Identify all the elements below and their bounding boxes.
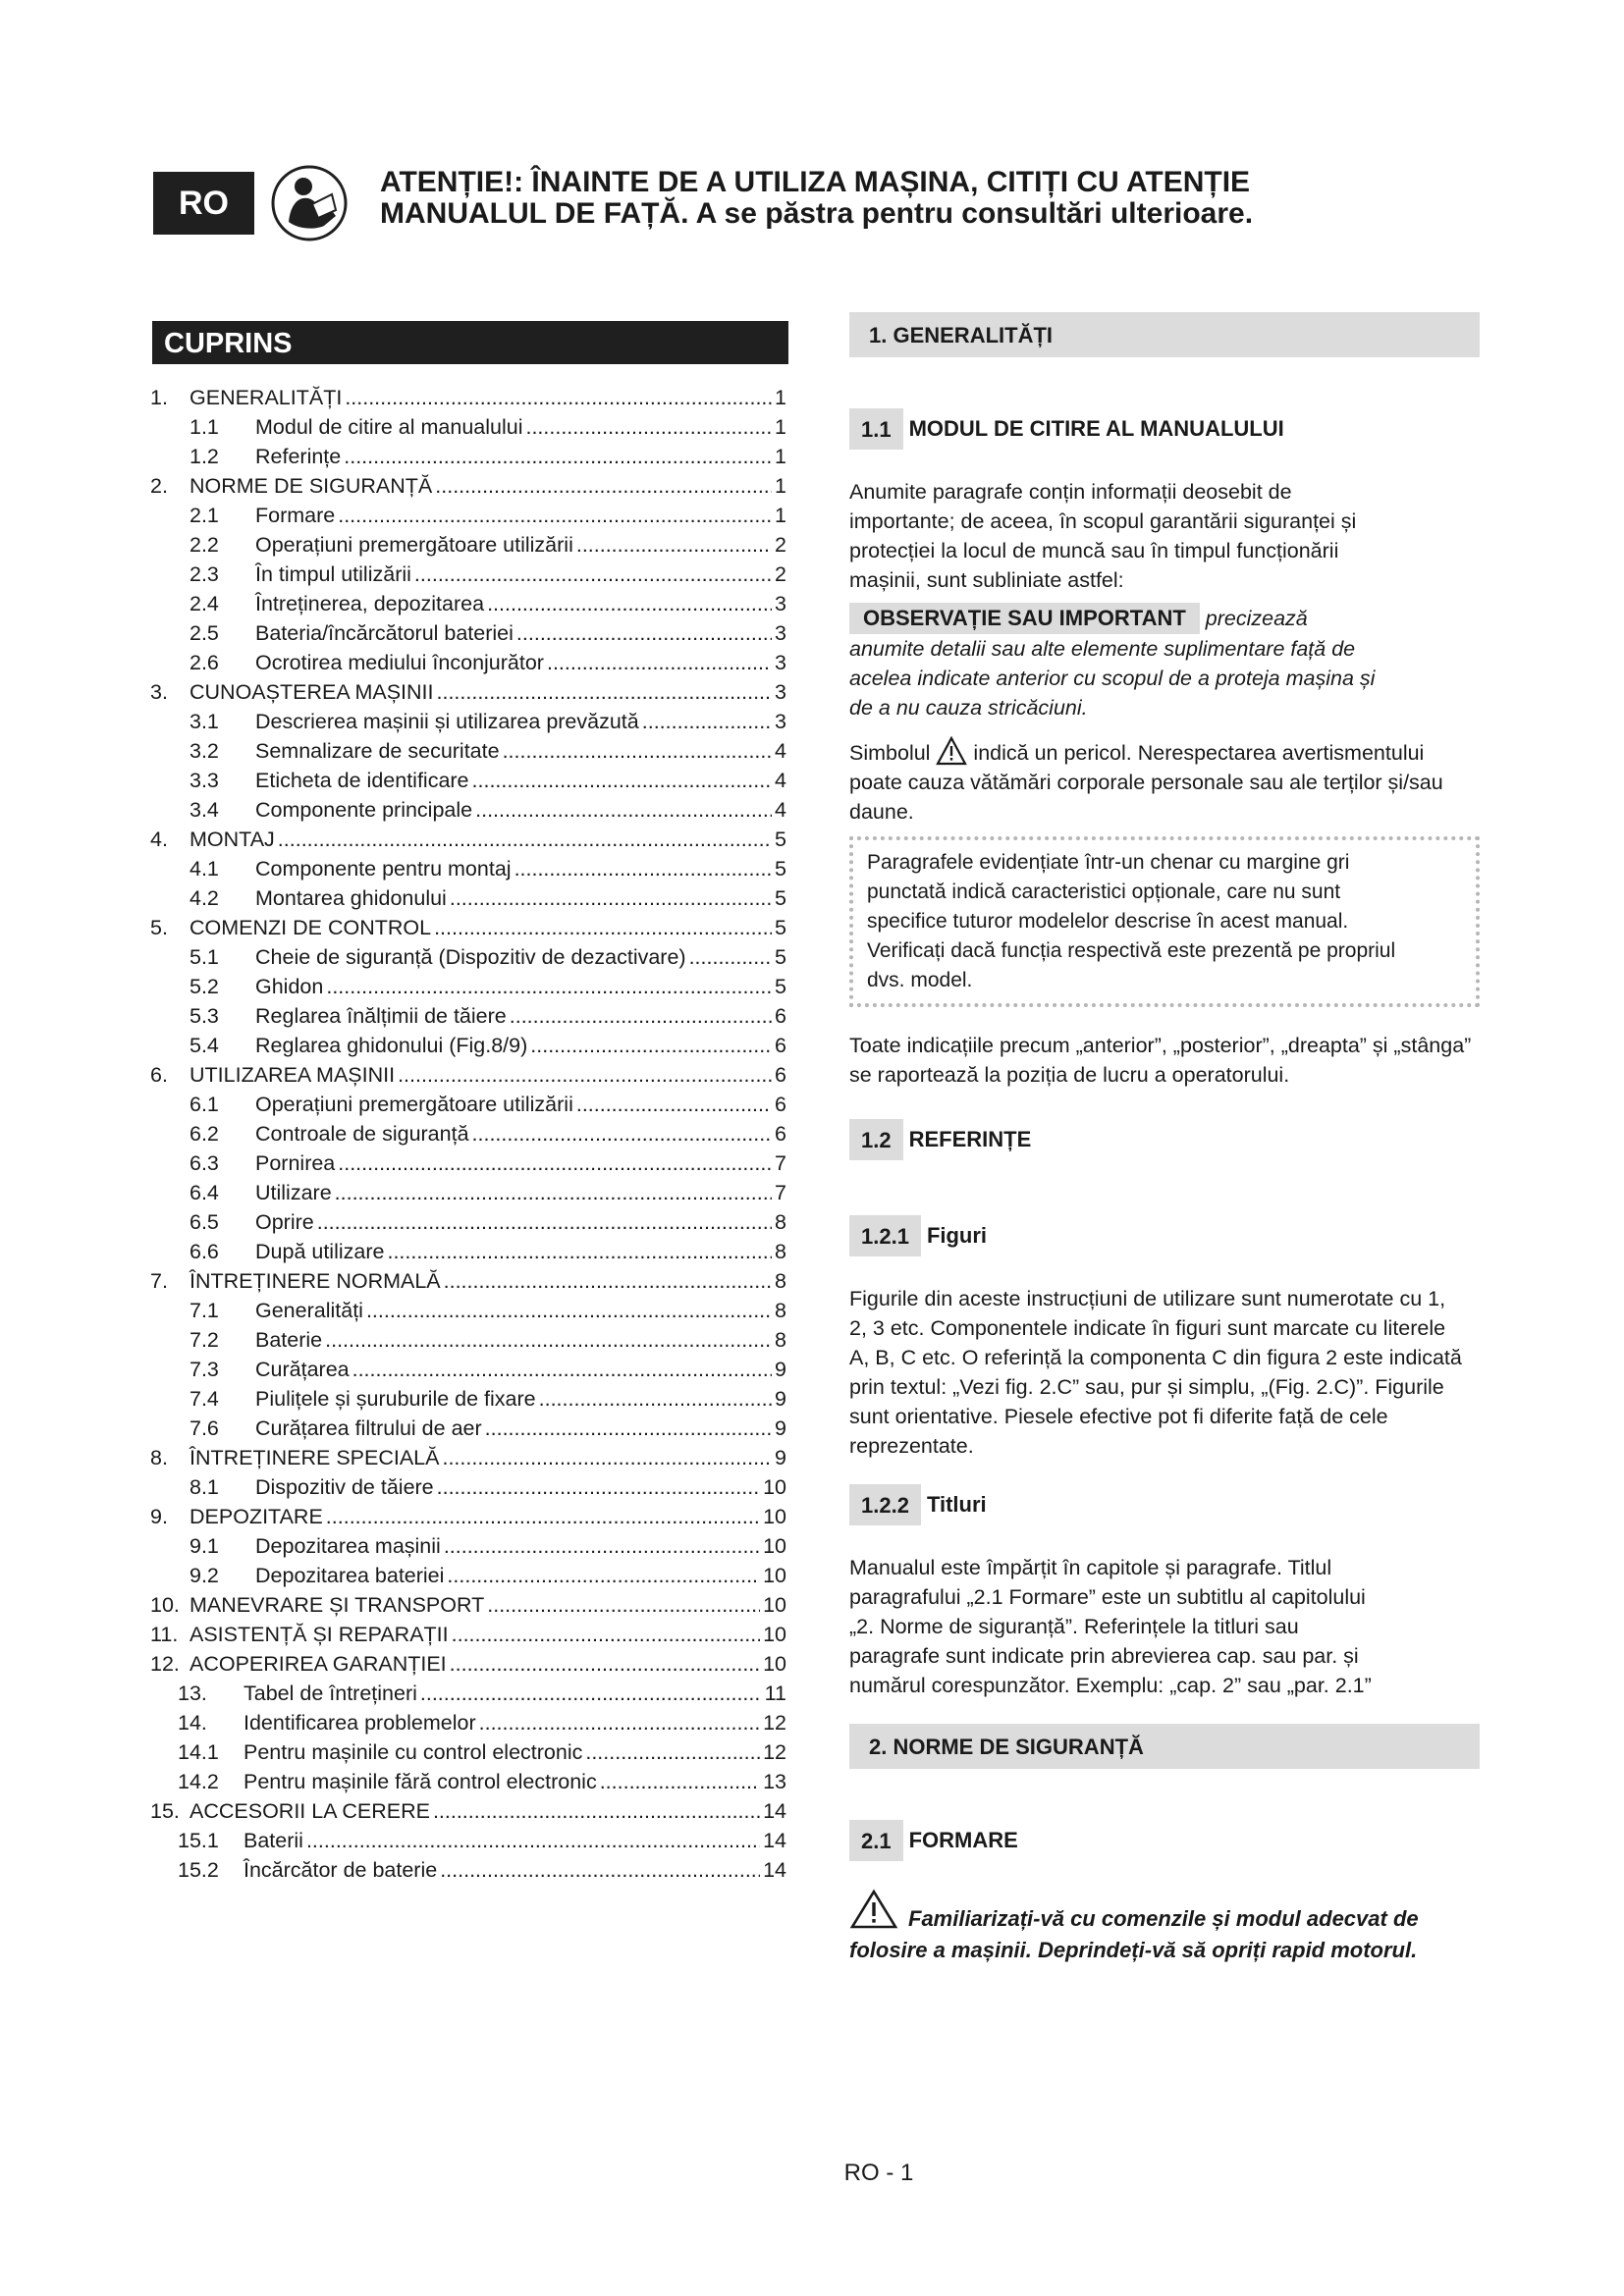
toc-entry-number: 6.1 [189, 1093, 219, 1116]
toc-entry-page: 9 [775, 1446, 786, 1469]
toc-entry [150, 1414, 786, 1443]
toc-dot-leader [433, 1796, 760, 1826]
warning-triangle-icon [849, 1889, 898, 1930]
toc-entry-title: ACOPERIREA GARANȚIEI [189, 1652, 447, 1676]
toc-entry [150, 1207, 786, 1237]
toc-entry-number: 15.2 [178, 1858, 219, 1882]
toc-entry [150, 1266, 786, 1296]
toc-entry [150, 766, 786, 795]
toc-entry [150, 1561, 786, 1590]
toc-dot-leader [278, 825, 772, 854]
toc-entry-number: 1.2 [189, 445, 219, 468]
toc-entry [150, 1090, 786, 1119]
toc-dot-leader [440, 1855, 760, 1885]
optional-features-box [849, 836, 1480, 1007]
toc-dot-leader [442, 1443, 772, 1472]
toc-entry [150, 1148, 786, 1178]
main-content [849, 312, 1480, 1966]
toc-entry-title: Semnalizare de securitate [255, 739, 500, 763]
toc-entry [150, 648, 786, 677]
toc-entry-number: 2.1 [189, 504, 219, 527]
toc-dot-leader [689, 942, 772, 972]
toc-entry [150, 412, 786, 442]
toc-dot-leader [344, 442, 772, 471]
toc-entry-title: Descrierea mașinii și utilizarea prevăzută [255, 710, 639, 733]
titles-paragraph: Manualul este împărțit în capitole și paragrafe. Titlul paragrafului „2.1 Formare” este un subtitlu al capitolului „2. Norme de siguranță”. Referințele la titluri sau paragrafe sunt indicate prin abrevierea cap. sau par. și numărul corespunzător. Exemplu: „cap. 2” sau „par. 2.1” [849, 1556, 1372, 1697]
subsection-title: FORMARE [908, 1828, 1018, 1852]
toc-entry-page: 3 [775, 710, 786, 733]
toc-entry [150, 1796, 786, 1826]
toc-entry-number: 3.2 [189, 739, 219, 763]
toc-entry [150, 618, 786, 648]
toc-entry-title: MONTAJ [189, 828, 275, 851]
toc-entry-number: 5. [150, 916, 168, 939]
toc-dot-leader [525, 412, 772, 442]
toc-entry [150, 1355, 786, 1384]
toc-entry-title: Pentru mașinile cu control electronic [244, 1740, 583, 1764]
page-number: RO - 1 [843, 2160, 914, 2186]
toc-entry-title: Ghidon [255, 975, 324, 998]
toc-dot-leader [450, 883, 772, 913]
toc-entry-page: 5 [775, 828, 786, 851]
toc-entry-number: 5.2 [189, 975, 219, 998]
toc-dot-leader [600, 1767, 760, 1796]
toc-entry [150, 1502, 786, 1531]
toc-entry-title: Operațiuni premergătoare utilizării [255, 533, 573, 557]
toc-entry-page: 5 [775, 857, 786, 881]
toc-dot-leader [326, 1502, 760, 1531]
subsection-number: 1.2 [849, 1119, 903, 1160]
toc-entry-page: 8 [775, 1328, 786, 1352]
toc-entry [150, 560, 786, 589]
intro-paragraph: Anumite paragrafe conțin informații deosebit de importante; de aceea, în scopul garantării siguranței și protecției la locul de muncă sau în timpul funcționării mașinii, sunt subliniate astfel: [849, 480, 1357, 592]
toc-entry-title: Depozitarea mașinii [255, 1534, 441, 1558]
toc-entry [150, 442, 786, 471]
toc-entry-title: MANEVRARE ȘI TRANSPORT [189, 1593, 485, 1617]
subsection-heading-1-2 [849, 1119, 1480, 1160]
toc-entry-number: 6.4 [189, 1181, 219, 1204]
toc-entry-page: 9 [775, 1358, 786, 1381]
toc-entry [150, 471, 786, 501]
toc-entry [150, 1531, 786, 1561]
toc-entry-title: ASISTENȚĂ ȘI REPARAȚII [189, 1623, 449, 1646]
toc-entry [150, 854, 786, 883]
toc-entry-page: 4 [775, 739, 786, 763]
toc-dot-leader [317, 1207, 772, 1237]
toc-entry-number: 7.3 [189, 1358, 219, 1381]
toc-entry-title: Baterie [255, 1328, 323, 1352]
toc-entry-page: 6 [775, 1093, 786, 1116]
toc-entry-page: 8 [775, 1269, 786, 1293]
toc-entry-title: Oprire [255, 1210, 314, 1234]
toc-entry [150, 1620, 786, 1649]
toc-entry-page: 11 [764, 1682, 786, 1705]
toc-dot-leader [444, 1266, 772, 1296]
note-text: precizează anumite detalii sau alte elemente suplimentare față de acelea indicate anterior cu scopul de a proteja mașina și de a nu cauza stricăciuni. [849, 607, 1376, 720]
toc-entry-number: 2.5 [189, 621, 219, 645]
toc-entry-page: 2 [775, 533, 786, 557]
toc-entry [150, 1855, 786, 1885]
toc-entry-title: CUNOAȘTEREA MAȘINII [189, 680, 434, 704]
toc-entry-number: 9.2 [189, 1564, 219, 1587]
figures-paragraph: Figurile din aceste instrucțiuni de utilizare sunt numerotate cu 1, 2, 3 etc. Componentele indicate în figuri sunt marcate cu literele A, B, C etc. O referință la componenta C din figura 2 este indicată prin textul: „Vezi fig. 2.C” sau, pur și simplu, „(Fig. 2.C)”. Figurile sunt orientative. Piesele efective pot fi diferite față de cele reprezentate. [849, 1287, 1462, 1458]
toc-entry-title: Montarea ghidonului [255, 886, 447, 910]
toc-entry-title: Controale de siguranță [255, 1122, 469, 1146]
toc-entry-number: 9.1 [189, 1534, 219, 1558]
toc-entry-title: GENERALITĂȚI [189, 386, 343, 409]
symbol-paragraph [849, 736, 1480, 827]
toc-entry-page: 10 [763, 1505, 786, 1528]
toc-entry [150, 1237, 786, 1266]
toc-entry-page: 12 [763, 1740, 786, 1764]
toc-entry-number: 2.4 [189, 592, 219, 615]
toc-dot-leader [516, 618, 772, 648]
toc-entry-number: 7.2 [189, 1328, 219, 1352]
toc-entry [150, 883, 786, 913]
read-manual-icon [271, 165, 348, 241]
toc-entry-title: Pentru mașinile fără control electronic [244, 1770, 597, 1793]
toc-entry-title: Întreținerea, depozitarea [255, 592, 485, 615]
toc-entry-page: 3 [775, 680, 786, 704]
toc-dot-leader [447, 1561, 760, 1590]
toc-entry [150, 1649, 786, 1679]
toc-entry-title: Utilizare [255, 1181, 332, 1204]
toc-dot-leader [420, 1679, 762, 1708]
subsection-heading-1-2-2 [849, 1484, 1480, 1525]
toc-dot-leader [437, 1472, 760, 1502]
toc-entry-number: 7. [150, 1269, 168, 1293]
toc-entry-number: 3.3 [189, 769, 219, 792]
toc-entry-page: 5 [775, 945, 786, 969]
toc-entry-page: 8 [775, 1210, 786, 1234]
toc-entry [150, 1679, 786, 1708]
toc-entry-title: ACCESORII LA CERERE [189, 1799, 430, 1823]
toc-entry-page: 10 [763, 1564, 786, 1587]
toc-entry-number: 12. [150, 1652, 180, 1676]
symbol-post-text: indică un pericol. Nerespectarea avertismentului poate cauza vătămări corporale personale sau ale terților și/sau daune. [849, 741, 1443, 824]
toc-entry-number: 15. [150, 1799, 180, 1823]
toc-entry-title: Formare [255, 504, 336, 527]
toc-entry-page: 6 [775, 1034, 786, 1057]
header-warning [380, 167, 1362, 230]
symbol-pre-text: Simbolul [849, 741, 931, 765]
toc-entry-page: 3 [775, 592, 786, 615]
toc-entry-number: 14.1 [178, 1740, 219, 1764]
toc-entry-number: 3.1 [189, 710, 219, 733]
toc-dot-leader [444, 1531, 760, 1561]
note-paragraph [849, 603, 1380, 722]
toc-entry-title: Modul de citire al manualului [255, 415, 523, 439]
toc-entry-title: Pornirea [255, 1151, 336, 1175]
toc-entry-title: Referințe [255, 445, 342, 468]
toc-entry [150, 530, 786, 560]
subsection-number: 2.1 [849, 1820, 903, 1861]
toc-entry-number: 6.3 [189, 1151, 219, 1175]
toc-entry-page: 4 [775, 798, 786, 822]
toc-entry-number: 14.2 [178, 1770, 219, 1793]
toc-entry [150, 1384, 786, 1414]
toc-entry [150, 383, 786, 412]
toc-dot-leader [539, 1384, 772, 1414]
toc-entry-title: Generalități [255, 1299, 363, 1322]
toc-dot-leader [642, 707, 772, 736]
toc-dot-leader [585, 1737, 760, 1767]
subsection-number: 1.2.1 [849, 1215, 921, 1256]
toc-dot-leader [485, 1414, 772, 1443]
toc-entry [150, 1767, 786, 1796]
toc-dot-leader [503, 736, 772, 766]
note-tag: OBSERVAȚIE SAU IMPORTANT [849, 603, 1200, 634]
warning-triangle-icon [936, 736, 967, 766]
toc-entry [150, 736, 786, 766]
subsection-heading-1-1 [849, 408, 1480, 450]
toc-entry-page: 9 [775, 1416, 786, 1440]
toc-entry-number: 5.1 [189, 945, 219, 969]
toc-entry [150, 1826, 786, 1855]
toc-entry-title: Identificarea problemelor [244, 1711, 476, 1735]
toc-entry-title: COMENZI DE CONTROL [189, 916, 432, 939]
section-heading-2: 2. NORME DE SIGURANȚĂ [849, 1724, 1480, 1769]
toc-entry [150, 1443, 786, 1472]
toc-entry [150, 707, 786, 736]
toc-entry-number: 8. [150, 1446, 168, 1469]
toc-entry [150, 825, 786, 854]
toc-dot-leader [510, 1001, 772, 1031]
toc-entry-page: 1 [775, 474, 786, 498]
toc-dot-leader [434, 913, 772, 942]
toc-entry-page: 9 [775, 1387, 786, 1411]
toc-entry-title: Dispozitiv de tăiere [255, 1475, 434, 1499]
toc-entry [150, 1325, 786, 1355]
toc-entry-page: 14 [763, 1799, 786, 1823]
toc-entry-number: 15.1 [178, 1829, 219, 1852]
toc-entry-number: 14. [178, 1711, 207, 1735]
toc-entry-page: 1 [775, 415, 786, 439]
toc-entry-title: Încărcător de baterie [244, 1858, 438, 1882]
toc-entry-number: 13. [178, 1682, 207, 1705]
toc-entry-title: Componente pentru montaj [255, 857, 512, 881]
toc-entry-page: 3 [775, 651, 786, 674]
toc-entry [150, 1119, 786, 1148]
toc-entry [150, 1001, 786, 1031]
toc-dot-leader [487, 589, 772, 618]
toc-entry-page: 14 [763, 1858, 786, 1882]
optional-features-text: Paragrafele evidențiate într-un chenar cu margine gri punctată indică caracteristici opționale, care nu sunt specifice tuturor modelelor descrise în acest manual. Verificați dacă funcția respectivă este prezentă pe propriul dvs. model. [867, 851, 1396, 991]
toc-entry-title: Operațiuni premergătoare utilizării [255, 1093, 573, 1116]
toc-entry [150, 1708, 786, 1737]
toc-entry-number: 4. [150, 828, 168, 851]
toc-entry-page: 10 [763, 1534, 786, 1558]
subsection-number: 1.2.2 [849, 1484, 921, 1525]
toc-entry-number: 5.4 [189, 1034, 219, 1057]
toc-entry-number: 6.5 [189, 1210, 219, 1234]
toc-entry-number: 1. [150, 386, 168, 409]
toc-entry-page: 5 [775, 916, 786, 939]
toc-entry-title: Reglarea ghidonului (Fig.8/9) [255, 1034, 528, 1057]
toc-entry-page: 7 [775, 1151, 786, 1175]
directions-paragraph: Toate indicațiile precum „anterior”, „posterior”, „dreapta” și „stânga” se raportează la poziția de lucru a operatorului. [849, 1034, 1472, 1087]
toc-entry-page: 1 [775, 386, 786, 409]
toc-dot-leader [325, 1325, 772, 1355]
toc-entry-title: Curățarea [255, 1358, 350, 1381]
toc-entry-page: 2 [775, 562, 786, 586]
toc-dot-leader [414, 560, 772, 589]
header-line-2: MANUALUL DE FAȚĂ. A se păstra pentru consultări ulterioare. [380, 197, 1254, 230]
toc-dot-leader [514, 854, 772, 883]
toc-dot-leader [479, 1708, 760, 1737]
section-heading-1: 1. GENERALITĂȚI [849, 312, 1480, 357]
toc-entry-page: 10 [763, 1652, 786, 1676]
toc-entry-title: După utilizare [255, 1240, 385, 1263]
toc-dot-leader [487, 1590, 760, 1620]
toc-entry-title: ÎNTREȚINERE NORMALĂ [189, 1269, 441, 1293]
toc-entry-number: 8.1 [189, 1475, 219, 1499]
toc-entry [150, 1472, 786, 1502]
table-of-contents [150, 383, 786, 1885]
toc-dot-leader [338, 1148, 772, 1178]
toc-dot-leader [452, 1620, 760, 1649]
toc-entry-number: 9. [150, 1505, 168, 1528]
toc-entry-title: Componente principale [255, 798, 473, 822]
toc-entry-page: 6 [775, 1063, 786, 1087]
toc-dot-leader [530, 1031, 772, 1060]
toc-entry-page: 6 [775, 1004, 786, 1028]
toc-dot-leader [547, 648, 772, 677]
toc-entry-page: 7 [775, 1181, 786, 1204]
toc-entry-number: 7.4 [189, 1387, 219, 1411]
toc-entry [150, 1060, 786, 1090]
language-badge: RO [153, 172, 254, 235]
subsection-title: Titluri [926, 1492, 987, 1517]
toc-entry-number: 7.1 [189, 1299, 219, 1322]
toc-dot-leader [352, 1355, 772, 1384]
toc-entry-page: 10 [763, 1623, 786, 1646]
subsection-heading-1-2-1 [849, 1215, 1480, 1256]
toc-entry-title: Baterii [244, 1829, 303, 1852]
toc-entry-title: Cheie de siguranță (Dispozitiv de dezactivare) [255, 945, 686, 969]
subsection-number: 1.1 [849, 408, 903, 450]
toc-entry-page: 8 [775, 1240, 786, 1263]
toc-entry-title: Depozitarea bateriei [255, 1564, 445, 1587]
toc-dot-leader [306, 1826, 760, 1855]
toc-entry [150, 972, 786, 1001]
toc-dot-leader [398, 1060, 772, 1090]
toc-dot-leader [335, 1178, 772, 1207]
header-line-1: ATENȚIE!: ÎNAINTE DE A UTILIZA MAȘINA, CITIȚI CU ATENȚIE [380, 166, 1251, 198]
toc-entry-title: Curățarea filtrului de aer [255, 1416, 482, 1440]
toc-entry-number: 2.2 [189, 533, 219, 557]
toc-entry-number: 2. [150, 474, 168, 498]
toc-entry-number: 7.6 [189, 1416, 219, 1440]
toc-entry-number: 6.2 [189, 1122, 219, 1146]
toc-dot-leader [437, 677, 773, 707]
toc-entry-page: 10 [763, 1475, 786, 1499]
subsection-title: REFERINȚE [908, 1127, 1032, 1151]
toc-dot-leader [576, 1090, 772, 1119]
toc-entry [150, 1178, 786, 1207]
subsection-heading-2-1 [849, 1820, 1480, 1861]
toc-entry [150, 795, 786, 825]
warning-paragraph [849, 1889, 1480, 1966]
toc-dot-leader [472, 1119, 773, 1148]
toc-dot-leader [475, 795, 772, 825]
toc-entry-page: 1 [775, 445, 786, 468]
toc-entry-number: 10. [150, 1593, 180, 1617]
toc-entry [150, 1590, 786, 1620]
toc-entry-page: 8 [775, 1299, 786, 1322]
toc-entry-title: UTILIZAREA MAȘINII [189, 1063, 396, 1087]
toc-entry-title: Tabel de întrețineri [244, 1682, 417, 1705]
toc-entry-number: 6. [150, 1063, 168, 1087]
toc-entry [150, 1031, 786, 1060]
toc-entry-page: 10 [763, 1593, 786, 1617]
toc-entry [150, 501, 786, 530]
toc-entry-number: 3. [150, 680, 168, 704]
toc-dot-leader [387, 1237, 772, 1266]
toc-entry-page: 4 [775, 769, 786, 792]
toc-entry-number: 2.3 [189, 562, 219, 586]
toc-dot-leader [450, 1649, 760, 1679]
toc-entry-number: 4.2 [189, 886, 219, 910]
toc-entry [150, 1737, 786, 1767]
toc-entry [150, 1296, 786, 1325]
toc-entry-title: NORME DE SIGURANȚĂ [189, 474, 433, 498]
toc-dot-leader [435, 471, 772, 501]
toc-dot-leader [366, 1296, 772, 1325]
toc-entry [150, 589, 786, 618]
toc-entry-title: Piulițele și șuruburile de fixare [255, 1387, 536, 1411]
toc-entry [150, 942, 786, 972]
toc-entry-page: 6 [775, 1122, 786, 1146]
toc-dot-leader [472, 766, 773, 795]
toc-entry-number: 5.3 [189, 1004, 219, 1028]
toc-dot-leader [576, 530, 772, 560]
toc-entry-number: 1.1 [189, 415, 219, 439]
toc-entry-title: ÎNTREȚINERE SPECIALĂ [189, 1446, 440, 1469]
toc-entry-title: Eticheta de identificare [255, 769, 469, 792]
toc-entry-page: 3 [775, 621, 786, 645]
toc-entry-page: 5 [775, 886, 786, 910]
toc-entry-page: 1 [775, 504, 786, 527]
toc-entry-number: 2.6 [189, 651, 219, 674]
toc-entry-title: Ocrotirea mediului înconjurător [255, 651, 544, 674]
toc-dot-leader [326, 972, 772, 1001]
warning-text: Familiarizați-vă cu comenzile și modul adecvat de folosire a mașinii. Deprindeți-vă să opriți rapid motorul. [849, 1906, 1419, 1962]
toc-entry [150, 913, 786, 942]
toc-entry-title: În timpul utilizării [255, 562, 411, 586]
subsection-title: Figuri [926, 1223, 988, 1248]
toc-entry [150, 677, 786, 707]
toc-entry-number: 11. [150, 1623, 179, 1646]
toc-entry-title: DEPOZITARE [189, 1505, 323, 1528]
toc-title: CUPRINS [152, 321, 788, 364]
toc-entry-page: 5 [775, 975, 786, 998]
toc-entry-number: 4.1 [189, 857, 219, 881]
toc-entry-page: 13 [763, 1770, 786, 1793]
toc-dot-leader [338, 501, 772, 530]
subsection-title: MODUL DE CITIRE AL MANUALULUI [908, 416, 1284, 441]
toc-entry-page: 14 [763, 1829, 786, 1852]
toc-entry-page: 12 [763, 1711, 786, 1735]
toc-dot-leader [345, 383, 772, 412]
toc-entry-number: 3.4 [189, 798, 219, 822]
toc-entry-title: Reglarea înălțimii de tăiere [255, 1004, 507, 1028]
toc-entry-title: Bateria/încărcătorul bateriei [255, 621, 514, 645]
toc-entry-number: 6.6 [189, 1240, 219, 1263]
